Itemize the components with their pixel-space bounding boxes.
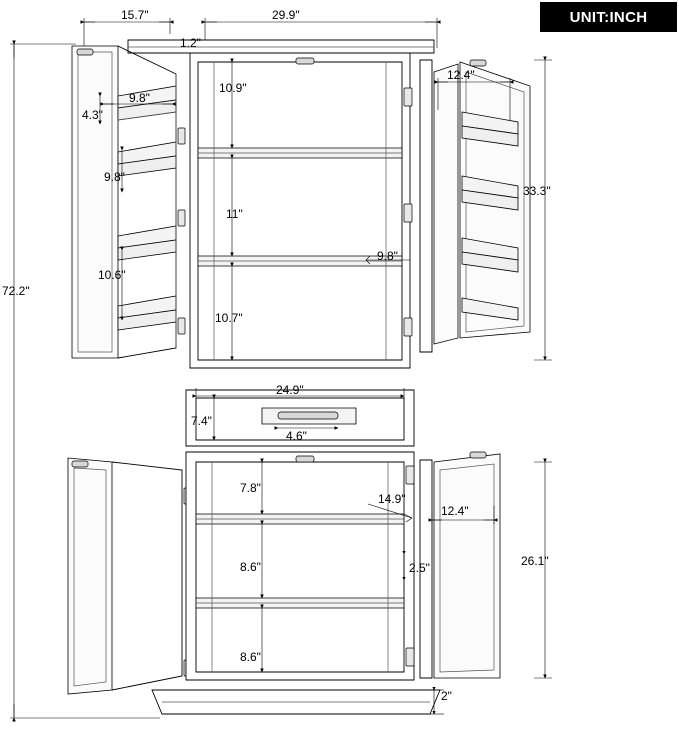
dimension-label-width-top: 29.9": [272, 8, 300, 22]
dimension-label-right-shelf-depth: 9.8": [377, 249, 398, 263]
dimension-label-left-rack-3: 10.6": [98, 268, 126, 282]
dimension-label-lower-gap-2: 8.6": [240, 560, 261, 574]
dimension-label-overall-height: 72.2": [2, 284, 30, 298]
dimension-label-drawer-height: 7.4": [191, 414, 212, 428]
upper-cabinet: [72, 40, 530, 368]
dimension-label-lower-door-depth: 12.4": [441, 504, 469, 518]
dimension-label-shelf-thickness: 2.5": [409, 561, 430, 575]
dimension-label-drawer-width: 24.9": [276, 383, 304, 397]
dimension-label-left-rack-depth: 9.8": [129, 91, 150, 105]
dimension-label-lower-shelf-width: 14.9": [378, 492, 406, 506]
dimension-label-bottom-section-height: 26.1": [521, 554, 549, 568]
dimension-label-door-thickness: 1.2": [180, 36, 201, 50]
lower-cabinet: [68, 452, 500, 714]
dimension-label-lower-gap-1: 7.8": [240, 481, 261, 495]
dimension-label-upper-gap-3: 10.7": [215, 311, 243, 325]
dimension-label-base-height: 2": [441, 689, 452, 703]
dimension-label-drawer-handle: 4.6": [286, 429, 307, 443]
dimension-label-top-section-height: 33.3": [523, 184, 551, 198]
dimension-label-depth-top: 15.7": [121, 8, 149, 22]
unit-badge-label: UNIT:INCH: [569, 8, 648, 26]
unit-badge: [540, 2, 677, 32]
dimension-label-right-door-depth: 12.4": [447, 68, 475, 82]
dimension-label-left-rack-2: 9.8": [104, 170, 125, 184]
dimension-label-lower-gap-3: 8.6": [240, 650, 261, 664]
dimension-label-upper-gap-2: 11": [226, 207, 243, 221]
dimension-label-upper-gap-1: 10.9": [219, 81, 247, 95]
dimension-label-left-rack-1: 4.3": [82, 108, 103, 122]
